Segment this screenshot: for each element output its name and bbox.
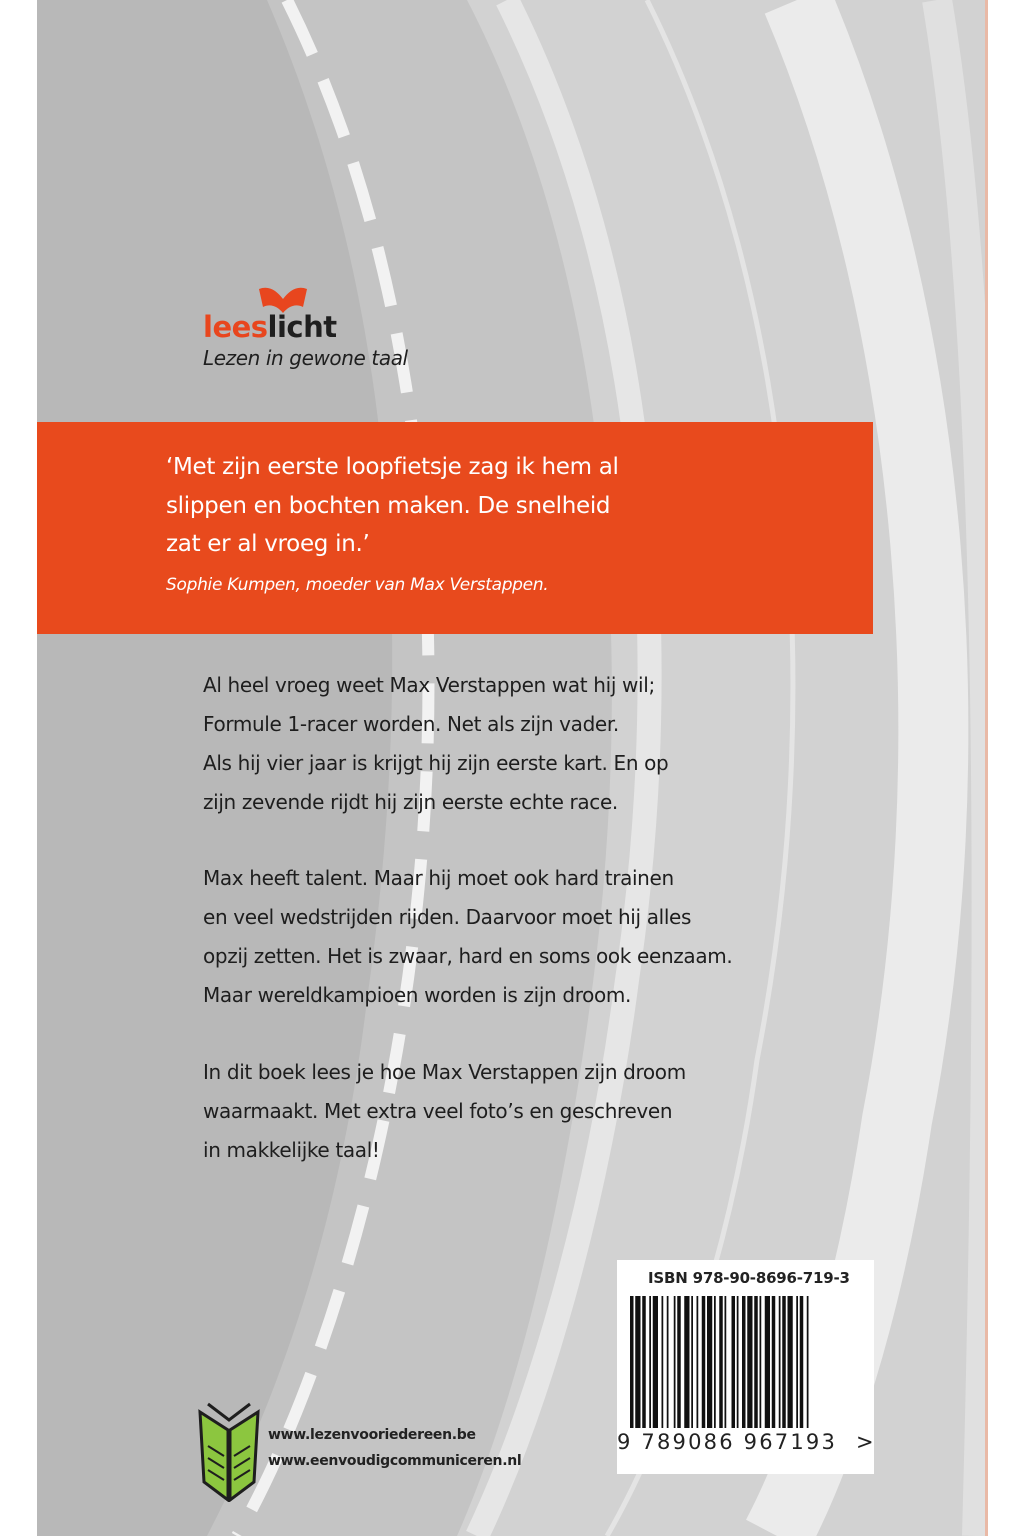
quote-text: ‘Met zijn eerste loopfietsje zag ik hem al slippen en bochten maken. De snelheid zat er al vroeg in.’ xyxy=(166,454,619,557)
isbn-text: ISBN 978-90-8696-719-3 xyxy=(648,1269,850,1287)
blurb-paragraph-2: Max heeft talent. Maar hij moet ook hard trainen en veel wedstrijden rijden. Daarvoor moet hij alles opzij zetten. Het is zwaar, hard en soms ook eenzaam. Maar wereldkampioen worden is zijn droom. xyxy=(203,866,733,1007)
blurb-paragraph-1: Al heel vroeg weet Max Verstappen wat hij wil; Formule 1-racer worden. Net als zijn vader. Als hij vier jaar is krijgt hij zijn eerste kart. En op zijn zevende rijdt hij zijn eerste echte race. xyxy=(203,673,669,814)
barcode-box xyxy=(617,1260,874,1474)
book-pages-icon xyxy=(196,1402,262,1502)
barcode-arrow: > xyxy=(856,1430,874,1454)
quote-author: Sophie Kumpen, moeder van Max Verstappen. xyxy=(166,575,549,595)
barcode-digits: 9 789086 967193 xyxy=(617,1430,838,1454)
logo-word-lees: lees xyxy=(203,310,268,344)
logo-tagline: Lezen in gewone taal xyxy=(203,346,408,370)
publisher-url-1[interactable]: www.lezenvooriedereen.be xyxy=(268,1427,476,1443)
publisher-url-2[interactable]: www.eenvoudigcommuniceren.nl xyxy=(268,1453,522,1469)
barcode xyxy=(630,1296,856,1428)
spine-edge xyxy=(985,0,988,1536)
blurb-paragraph-3: In dit boek lees je hoe Max Verstappen zijn droom waarmaakt. Met extra veel foto’s en geschreven in makkelijke taal! xyxy=(203,1060,686,1162)
logo-word-licht: licht xyxy=(267,310,337,344)
logo-wordmark xyxy=(203,309,337,345)
